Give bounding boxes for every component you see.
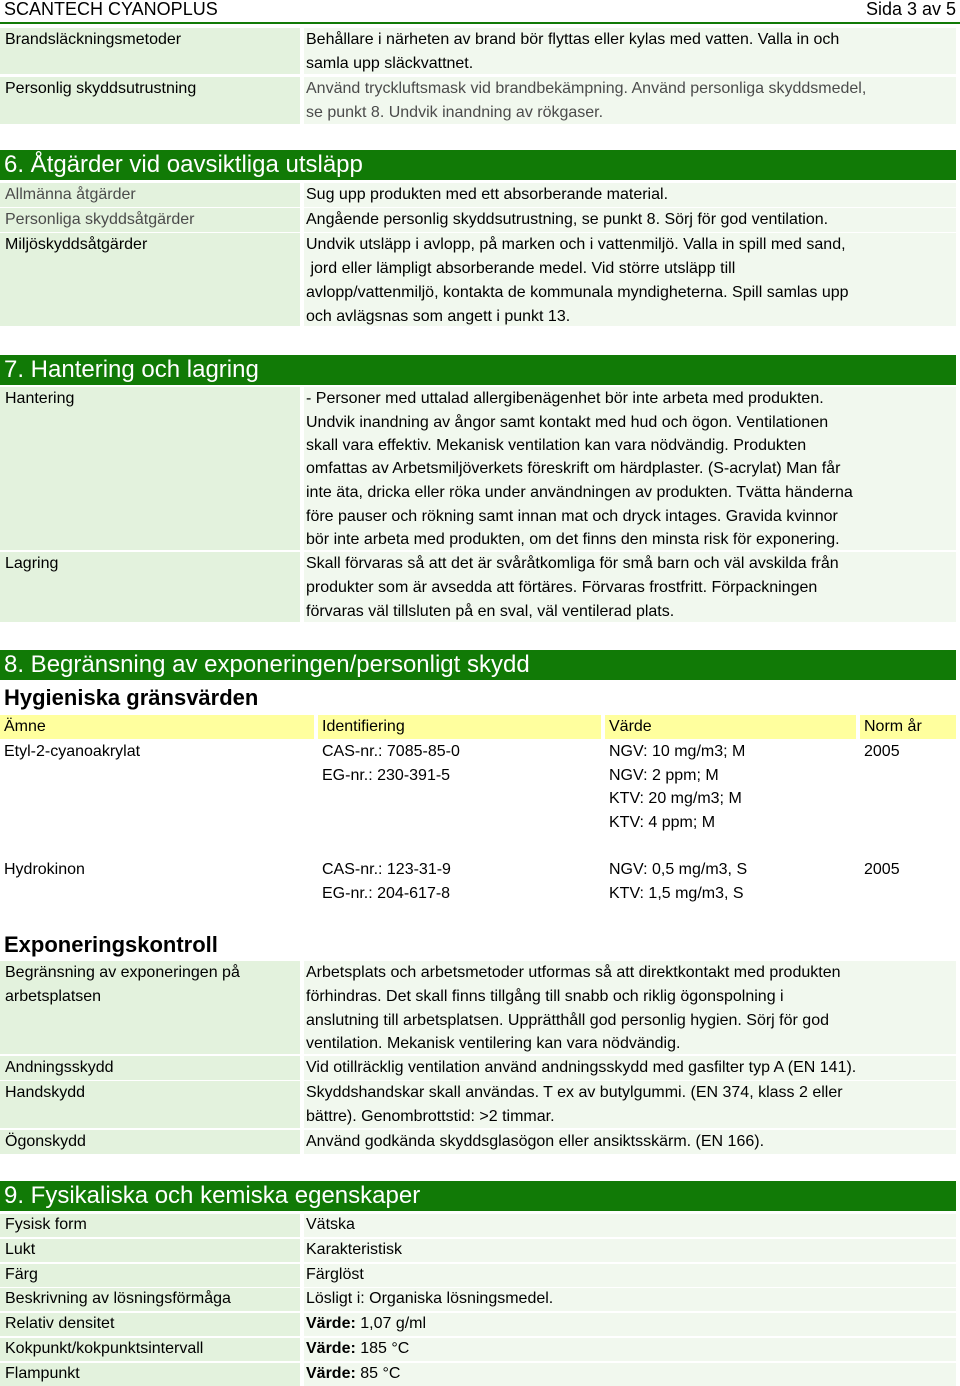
norm-year: 2005 xyxy=(864,743,900,760)
section-6-title: 6. Åtgärder vid oavsiktliga utsläpp xyxy=(0,150,956,180)
limit-value: NGV: 10 mg/m3; M xyxy=(609,743,746,760)
hand-protection-line: Skyddshandskar skall användas. T ex av butylgummi. (EN 374, klass 2 eller xyxy=(306,1084,843,1101)
handling-line: omfattas av Arbetsmiljöverkets föreskrift om härdplaster. (S-acrylat) Man får xyxy=(306,460,841,477)
limit-value: KTV: 20 mg/m3; M xyxy=(609,790,742,807)
hygiene-limits-title: Hygieniska gränsvärden xyxy=(4,685,259,710)
storage-line: förvaras väl tillsluten på en sval, väl ventilerad plats. xyxy=(306,603,675,620)
limit-value: KTV: 4 ppm; M xyxy=(609,814,716,831)
environmental-line: och avlägsnas som angett i punkt 13. xyxy=(306,308,571,325)
general-measures-label: Allmänna åtgärder xyxy=(5,186,136,203)
property-label: Lukt xyxy=(5,1241,36,1258)
table-header-cell xyxy=(318,715,601,739)
firefighting-line: samla upp släckvattnet. xyxy=(306,55,474,72)
section-8-title: 8. Begränsning av exponeringen/personligt skydd xyxy=(0,650,956,680)
table-header-cell xyxy=(0,715,314,739)
property-value-prefix: Värde: xyxy=(306,1365,356,1382)
row-label-bg xyxy=(0,387,300,550)
personal-measures-label: Personliga skyddsåtgärder xyxy=(5,211,195,228)
environmental-measures-label: Miljöskyddsåtgärder xyxy=(5,236,148,253)
property-label: Flampunkt xyxy=(5,1365,80,1382)
environmental-line: avlopp/vattenmiljö, kontakta de kommunala myndigheterna. Spill samlas upp xyxy=(306,284,849,301)
substance-id: CAS-nr.: 123-31-9 xyxy=(322,861,451,878)
storage-line: produkter som är avsedda att förtäres. Förvaras frostfritt. Förpackningen xyxy=(306,579,818,596)
substance-name: Etyl-2-cyanoakrylat xyxy=(4,743,141,760)
property-label: Beskrivning av lösningsförmåga xyxy=(5,1290,231,1307)
row-value-bg xyxy=(304,1363,956,1386)
column-header: Ämne xyxy=(4,718,46,735)
norm-year: 2005 xyxy=(864,861,900,878)
row-value-bg xyxy=(304,1214,956,1237)
substance-id: EG-nr.: 204-617-8 xyxy=(322,885,451,902)
property-value xyxy=(306,1362,400,1386)
property-value-text: 85 °C xyxy=(355,1365,401,1382)
property-label: Kokpunkt/kokpunktsintervall xyxy=(5,1340,204,1357)
limit-value: NGV: 0,5 mg/m3, S xyxy=(609,861,748,878)
property-value: Lösligt i: Organiska lösningsmedel. xyxy=(306,1290,554,1307)
protective-equipment-label: Personlig skyddsutrustning xyxy=(5,80,197,97)
exposure-control-title: Exponeringskontroll xyxy=(4,932,218,957)
hand-protection-line: bättre). Genombrottstid: >2 timmar. xyxy=(306,1108,555,1125)
substance-id: EG-nr.: 230-391-5 xyxy=(322,767,451,784)
substance-id: CAS-nr.: 7085-85-0 xyxy=(322,743,460,760)
property-value xyxy=(306,1337,409,1361)
workplace-label: Begränsning av exponeringen på xyxy=(5,964,240,981)
property-value-text: 1,07 g/ml xyxy=(355,1315,427,1332)
property-value-prefix: Värde: xyxy=(306,1340,356,1357)
property-label: Relativ densitet xyxy=(5,1315,115,1332)
table-header-cell xyxy=(605,715,856,739)
column-header: Norm år xyxy=(864,718,922,735)
environmental-line: jord eller lämpligt absorberande medel. Vid större utsläpp till xyxy=(306,260,736,277)
handling-line: före pauser och rökning samt innan mat och dryck intages. Gravida kvinnor xyxy=(306,508,838,525)
property-value xyxy=(306,1312,426,1336)
handling-line: bör inte arbeta med produkten, om det finns den minsta risk för exponering. xyxy=(306,531,840,548)
workplace-line: anslutning till arbetsplatsen. Upprätthåll god personlig hygien. Sörj för god xyxy=(306,1012,829,1029)
column-header: Identifiering xyxy=(322,718,405,735)
respiratory-label: Andningsskydd xyxy=(5,1059,114,1076)
handling-line: - Personer med uttalad allergibenägenhet bör inte arbeta med produkten. xyxy=(306,390,824,407)
row-label-bg xyxy=(0,1239,300,1262)
limit-value: NGV: 2 ppm; M xyxy=(609,767,719,784)
property-value: Vätska xyxy=(306,1216,355,1233)
eye-protection-label: Ögonskydd xyxy=(5,1133,86,1150)
firefighting-label: Brandsläckningsmetoder xyxy=(5,31,182,48)
handling-line: skall vara effektiv. Mekanisk ventilation kan vara nödvändig. Produkten xyxy=(306,437,807,454)
hand-protection-label: Handskydd xyxy=(5,1084,86,1101)
workplace-label: arbetsplatsen xyxy=(5,988,102,1005)
property-value: Färglöst xyxy=(306,1266,364,1283)
row-value-bg xyxy=(304,1264,956,1287)
column-header: Värde xyxy=(609,718,652,735)
protective-equipment-line: Använd tryckluftsmask vid brandbekämpning. Använd personliga skyddsmedel, xyxy=(306,80,867,97)
property-label: Färg xyxy=(5,1266,38,1283)
section-9-title: 9. Fysikaliska och kemiska egenskaper xyxy=(0,1181,956,1211)
page-number: Sida 3 av 5 xyxy=(865,0,956,19)
workplace-line: förhindras. Det skall finns tillgång till snabb och riklig ögonspolning i xyxy=(306,988,784,1005)
substance-name: Hydrokinon xyxy=(4,861,85,878)
protective-equipment-line: se punkt 8. Undvik inandning av rökgaser. xyxy=(306,104,604,121)
personal-measures-text: Angående personlig skyddsutrustning, se punkt 8. Sörj för god ventilation. xyxy=(306,211,829,228)
section-7-title: 7. Hantering och lagring xyxy=(0,355,956,385)
limit-value: KTV: 1,5 mg/m3, S xyxy=(609,885,744,902)
respiratory-text: Vid otillräcklig ventilation använd andningsskydd med gasfilter typ A (EN 141). xyxy=(306,1059,857,1076)
handling-label: Hantering xyxy=(5,390,75,407)
property-value-text: 185 °C xyxy=(355,1340,410,1357)
row-label-bg xyxy=(0,1264,300,1287)
company-name: SCANTECH CYANOPLUS xyxy=(4,0,218,19)
eye-protection-text: Använd godkända skyddsglasögon eller ansiktsskärm. (EN 166). xyxy=(306,1133,765,1150)
handling-line: inte äta, dricka eller röka under användningen av produkten. Tvätta händerna xyxy=(306,484,853,501)
workplace-line: Arbetsplats och arbetsmetoder utformas så att direktkontakt med produkten xyxy=(306,964,841,981)
general-measures-text: Sug upp produkten med ett absorberande material. xyxy=(306,186,669,203)
header-rule xyxy=(0,22,960,24)
storage-label: Lagring xyxy=(5,555,59,572)
table-header-cell xyxy=(860,715,956,739)
handling-line: Undvik inandning av ångor samt kontakt med hud och ögon. Ventilationen xyxy=(306,414,829,431)
storage-line: Skall förvaras så att det är svåråtkomliga för små barn och väl avskilda från xyxy=(306,555,839,572)
property-label: Fysisk form xyxy=(5,1216,87,1233)
property-value-prefix: Värde: xyxy=(306,1315,356,1332)
firefighting-line: Behållare i närheten av brand bör flyttas eller kylas med vatten. Valla in och xyxy=(306,31,840,48)
property-value: Karakteristisk xyxy=(306,1241,403,1258)
environmental-line: Undvik utsläpp i avlopp, på marken och i vattenmiljö. Valla in spill med sand, xyxy=(306,236,846,253)
workplace-line: ventilation. Mekanisk ventilering kan vara nödvändig. xyxy=(306,1035,681,1052)
